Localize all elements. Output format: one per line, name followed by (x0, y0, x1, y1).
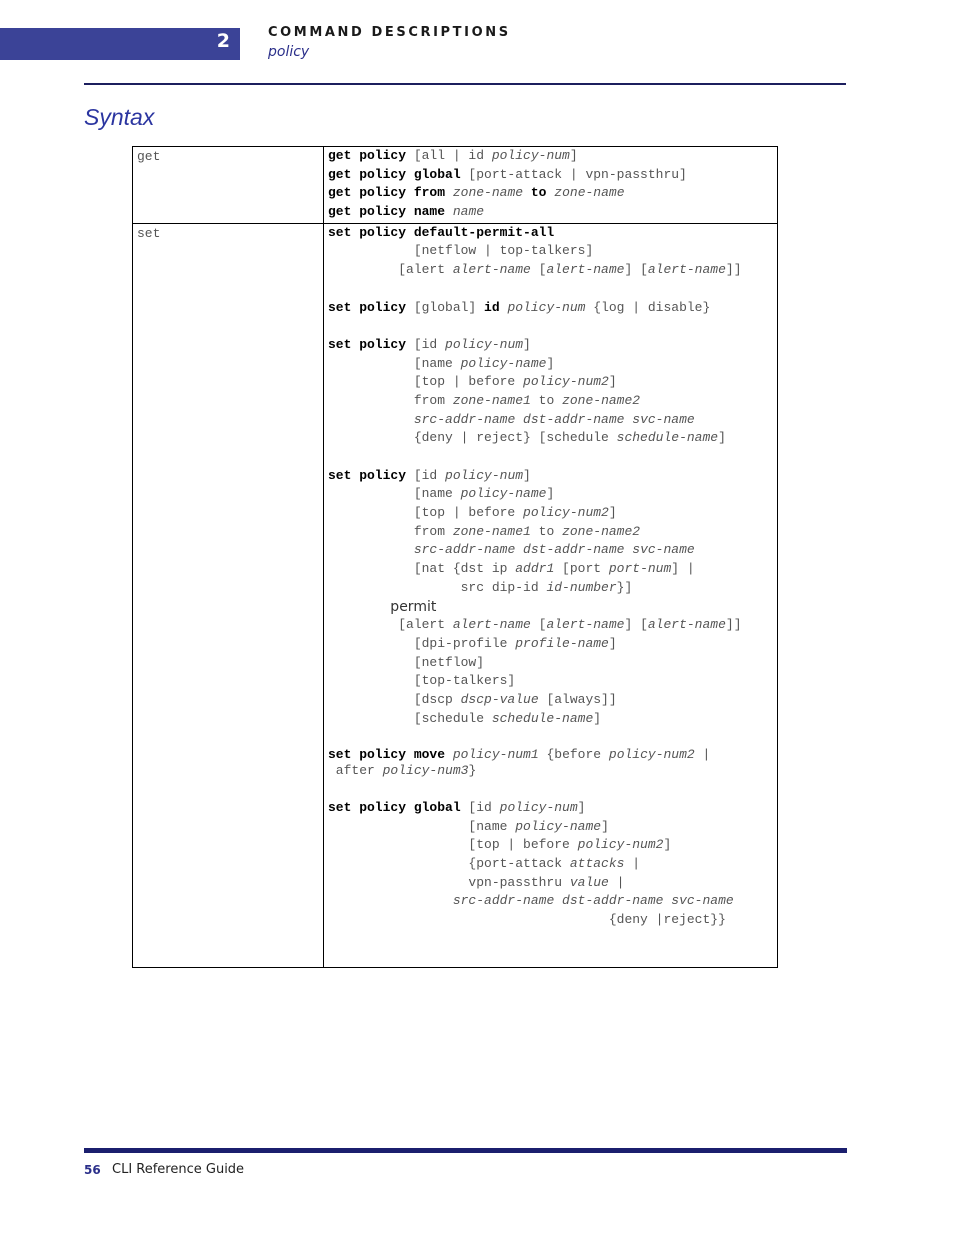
syntax-text: ] (546, 486, 555, 502)
syntax-text: [id (406, 336, 446, 352)
syntax-text: [all | id (406, 148, 492, 163)
syntax-variable: policy-num1 (452, 747, 539, 762)
syntax-text: src dip-id (328, 579, 547, 595)
syntax-keyword: get policy name (328, 204, 446, 220)
syntax-line (328, 225, 777, 244)
syntax-text: | (694, 747, 711, 762)
syntax-variable: policy-num2 (577, 837, 664, 853)
syntax-variable: src-addr-name dst-addr-name svc-name (413, 411, 695, 427)
syntax-text (328, 412, 414, 427)
section-title: Syntax (84, 104, 155, 130)
syntax-text: {deny | reject} [schedule (328, 430, 617, 446)
syntax-variable: alert-name (452, 617, 531, 633)
syntax-variable: src-addr-name dst-addr-name svc-name (452, 893, 734, 909)
syntax-text: from (328, 523, 453, 539)
syntax-text: permit (328, 598, 437, 615)
syntax-text: ] [ (624, 262, 648, 278)
syntax-variable: profile-name (515, 635, 609, 651)
syntax-text: [port-attack | vpn-passthru] (460, 166, 687, 182)
syntax-line (328, 505, 777, 524)
syntax-keyword: to (530, 185, 547, 201)
syntax-text: [port (554, 561, 609, 577)
syntax-text: [top-talkers] (328, 673, 516, 689)
syntax-line (328, 692, 777, 711)
syntax-line (328, 599, 777, 618)
syntax-line (328, 748, 777, 763)
header-title: COMMAND DESCRIPTIONS (268, 25, 511, 40)
syntax-line (328, 729, 777, 748)
syntax-line (328, 561, 777, 580)
syntax-text: ] (608, 505, 617, 521)
syntax-line (328, 781, 777, 800)
syntax-variable: dscp-value (460, 691, 539, 707)
get-command-label: get (133, 147, 324, 224)
syntax-keyword: get policy global (328, 166, 461, 182)
syntax-text: [dpi-profile (328, 635, 516, 651)
syntax-keyword: set policy (328, 336, 407, 352)
syntax-text: ] (593, 710, 602, 726)
syntax-text: ] (523, 467, 531, 483)
syntax-text: ] (718, 430, 726, 446)
syntax-text: [id (406, 467, 446, 483)
syntax-text: ]] (725, 262, 742, 278)
syntax-text: ] (577, 799, 586, 815)
syntax-variable: policy-num3 (382, 762, 469, 778)
syntax-keyword: id (484, 299, 500, 315)
syntax-text: [top | before (328, 505, 524, 521)
syntax-text: to (530, 523, 563, 539)
syntax-text: {port-attack (328, 855, 570, 871)
syntax-text: ] (569, 148, 578, 163)
syntax-text: ] | (671, 561, 695, 577)
syntax-variable: id-number (546, 579, 617, 595)
syntax-text: [name (328, 818, 516, 834)
syntax-variable: alert-name (546, 617, 625, 633)
syntax-text: ] (608, 374, 617, 390)
syntax-line (328, 819, 777, 838)
syntax-variable: policy-num (507, 299, 586, 315)
syntax-line (328, 412, 777, 431)
syntax-text: | (608, 874, 625, 890)
syntax-variable: src-addr-name dst-addr-name svc-name (413, 542, 695, 558)
syntax-text: from (328, 392, 453, 408)
syntax-variable: name (452, 204, 485, 220)
syntax-text (328, 893, 453, 908)
syntax-line (328, 856, 777, 875)
syntax-text (445, 204, 453, 219)
syntax-text: | (624, 855, 641, 871)
syntax-variable: policy-name (460, 486, 547, 502)
syntax-text: {before (538, 747, 609, 762)
syntax-variable: attacks (569, 855, 625, 871)
syntax-line (328, 912, 777, 931)
syntax-text: [netflow] (328, 654, 485, 670)
syntax-line (328, 875, 777, 894)
syntax-text: [ (530, 262, 547, 278)
syntax-variable: zone-name2 (562, 392, 641, 408)
syntax-text: [name (328, 486, 461, 502)
syntax-variable: schedule-name (491, 710, 594, 726)
syntax-line (328, 636, 777, 655)
syntax-text: vpn-passthru (328, 874, 570, 890)
syntax-text: [top | before (328, 837, 578, 853)
syntax-text: ] (523, 336, 531, 352)
syntax-line (328, 711, 777, 730)
syntax-variable: zone-name (554, 185, 625, 201)
footer-divider (84, 1148, 847, 1153)
syntax-keyword: get policy from (328, 185, 446, 201)
syntax-text: {log | disable} (585, 299, 711, 315)
syntax-line (328, 393, 777, 412)
syntax-line (328, 449, 777, 468)
syntax-variable: policy-num2 (523, 374, 609, 390)
get-row (133, 147, 778, 224)
syntax-text (328, 542, 414, 557)
syntax-line (328, 893, 777, 912)
syntax-line (328, 148, 777, 167)
syntax-variable: policy-num (491, 148, 570, 163)
syntax-variable: zone-name2 (562, 523, 641, 539)
syntax-line (328, 167, 777, 186)
syntax-line (328, 486, 777, 505)
syntax-keyword: set policy (328, 467, 407, 483)
syntax-text: ] [ (624, 617, 648, 633)
syntax-variable: policy-num2 (523, 505, 609, 521)
syntax-text: [ (530, 617, 547, 633)
syntax-line (328, 243, 777, 262)
syntax-line (328, 617, 777, 636)
syntax-text: [dscp (328, 691, 461, 707)
syntax-text: after (328, 762, 383, 778)
syntax-variable: alert-name (546, 262, 625, 278)
syntax-variable: alert-name (647, 617, 726, 633)
syntax-variable: policy-num (445, 336, 524, 352)
syntax-text: [always]] (538, 691, 617, 707)
syntax-variable: addr1 (515, 561, 555, 577)
page-number: 56 (84, 1163, 101, 1177)
syntax-line (328, 204, 777, 223)
syntax-text: }] (616, 579, 633, 595)
syntax-text: [name (328, 355, 461, 371)
syntax-keyword: set policy move (328, 747, 446, 762)
syntax-variable: port-num (608, 561, 672, 577)
syntax-variable: policy-num2 (608, 747, 695, 762)
set-row (133, 223, 778, 967)
syntax-line (328, 281, 777, 300)
syntax-keyword: set policy default-permit-all (328, 224, 555, 240)
header-divider (84, 83, 846, 85)
syntax-line (328, 800, 777, 819)
set-command-label: set (133, 223, 324, 967)
syntax-text: [nat {dst ip (328, 561, 516, 577)
syntax-text: [alert (328, 262, 453, 278)
syntax-line (328, 337, 777, 356)
syntax-variable: alert-name (452, 262, 531, 278)
syntax-text: } (468, 762, 477, 778)
syntax-text: {deny |reject}} (328, 912, 726, 927)
syntax-variable: policy-name (515, 818, 602, 834)
syntax-variable: policy-num (499, 799, 578, 815)
chapter-tab (0, 28, 240, 60)
syntax-variable: zone-name1 (452, 392, 531, 408)
syntax-line (328, 655, 777, 674)
syntax-variable: value (569, 874, 609, 890)
syntax-text (445, 747, 453, 762)
guide-title: CLI Reference Guide (112, 1162, 245, 1177)
syntax-text: ]] (725, 617, 742, 633)
syntax-text: [alert (328, 617, 453, 633)
syntax-variable: zone-name1 (452, 523, 531, 539)
syntax-variable: zone-name (452, 185, 524, 201)
syntax-text: [top | before (328, 374, 524, 390)
syntax-line (328, 318, 777, 337)
syntax-text: [schedule (328, 710, 492, 726)
syntax-line (328, 542, 777, 561)
syntax-variable: policy-num (445, 467, 524, 483)
syntax-text: [global] (406, 299, 485, 315)
syntax-line (328, 468, 777, 487)
header-subtitle: policy (268, 44, 310, 60)
chapter-number: 2 (216, 30, 230, 52)
syntax-line (328, 524, 777, 543)
syntax-line (328, 837, 777, 856)
syntax-text: [id (460, 799, 500, 815)
syntax-text: to (530, 392, 563, 408)
syntax-text: [netflow | top-talkers] (328, 243, 594, 259)
get-syntax (324, 147, 778, 224)
syntax-variable: alert-name (647, 262, 726, 278)
syntax-line (328, 763, 777, 782)
syntax-variable: policy-name (460, 355, 547, 371)
syntax-line (328, 673, 777, 692)
set-syntax (324, 223, 778, 967)
syntax-keyword: set policy global (328, 799, 461, 815)
syntax-text: ] (546, 355, 555, 371)
syntax-table (132, 146, 778, 968)
syntax-text (523, 185, 531, 200)
syntax-text (445, 185, 453, 200)
syntax-line (328, 185, 777, 204)
syntax-line (328, 580, 777, 599)
syntax-keyword: get policy (328, 148, 407, 163)
syntax-line (328, 356, 777, 375)
syntax-line (328, 374, 777, 393)
syntax-line (328, 430, 777, 449)
syntax-line (328, 262, 777, 281)
syntax-keyword: set policy (328, 299, 407, 315)
syntax-text: ] (663, 837, 672, 853)
syntax-text: ] (601, 818, 609, 834)
syntax-variable: schedule-name (616, 430, 719, 446)
syntax-line (328, 300, 777, 319)
syntax-text: ] (608, 635, 617, 651)
